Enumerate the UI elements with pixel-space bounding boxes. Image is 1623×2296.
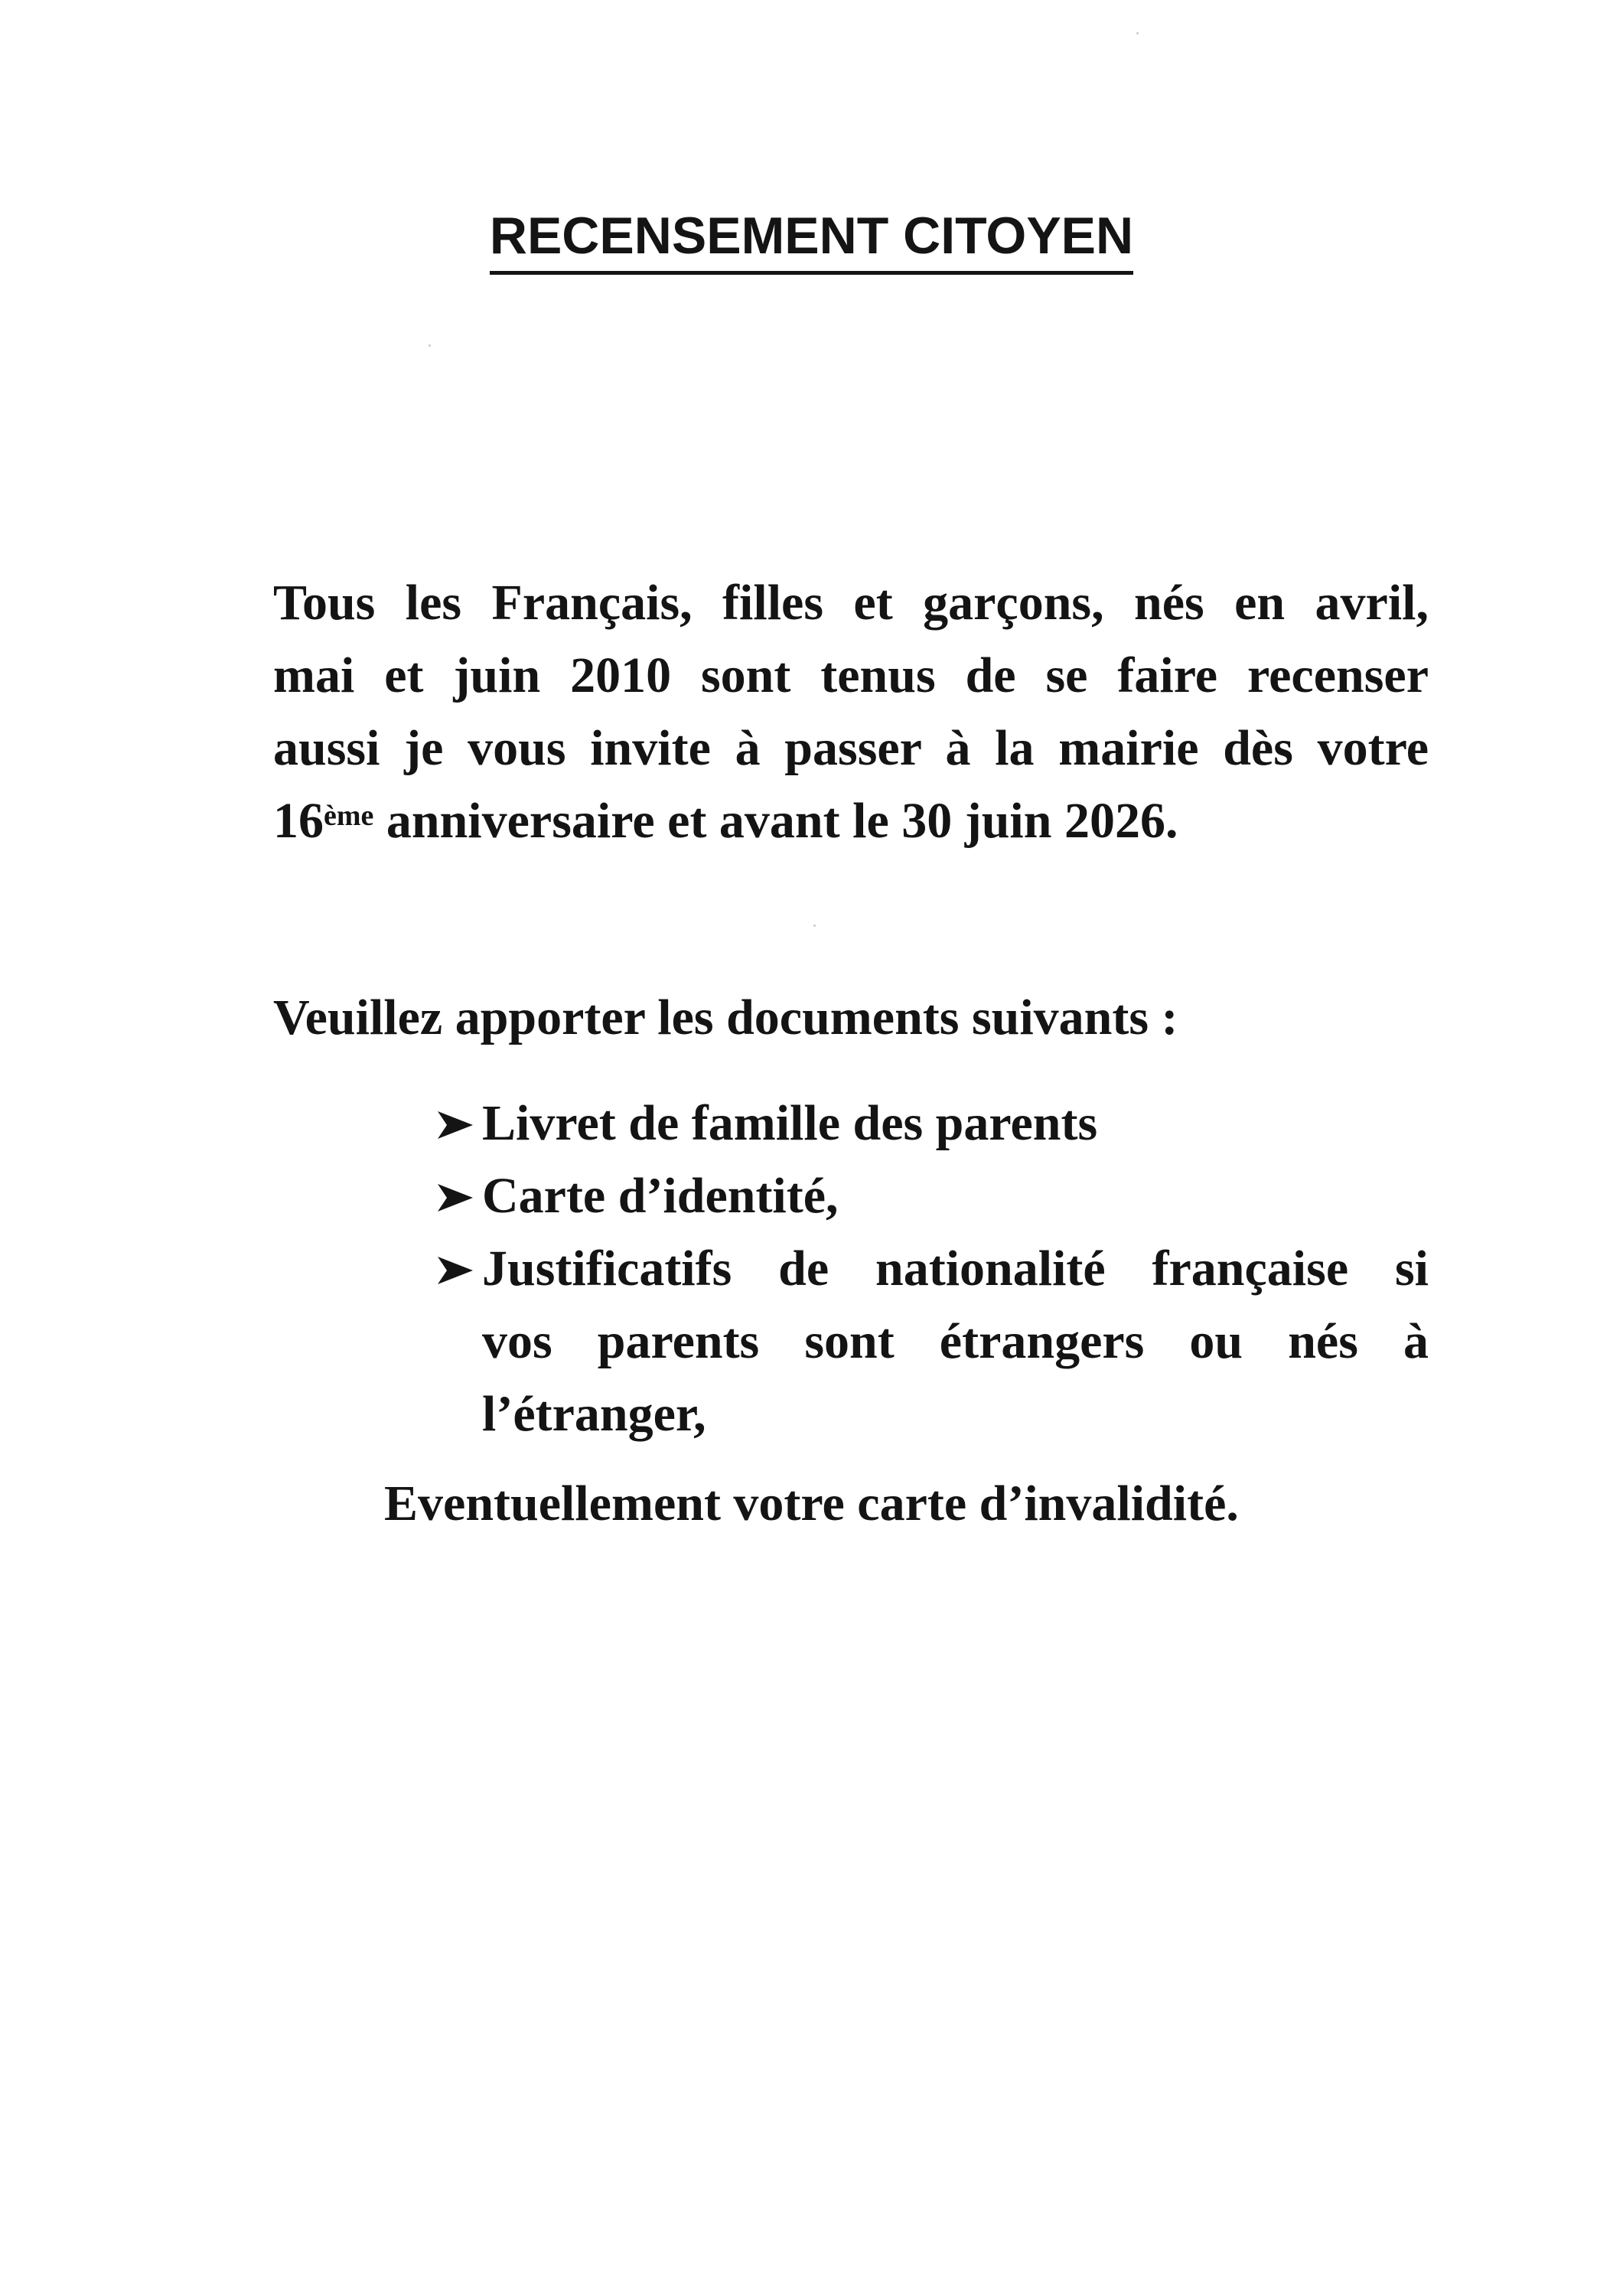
list-item xyxy=(436,1232,1429,1450)
intro-paragraph xyxy=(273,566,1429,857)
closing-note: Eventuellement votre carte d’invalidité. xyxy=(384,1476,1239,1531)
scan-speck xyxy=(1136,32,1139,34)
document-label-line-2: vos parents sont étrangers ou nés à xyxy=(482,1313,1429,1369)
list-item xyxy=(436,1087,1429,1159)
document-label-line-3: l’étranger, xyxy=(482,1386,706,1442)
arrow-bullet-icon xyxy=(436,1182,474,1213)
intro-line-4-rest: anniversaire et avant le 30 juin 2026. xyxy=(373,793,1178,849)
documents-list xyxy=(436,1087,1429,1450)
document-label: Livret de famille des parents xyxy=(482,1095,1098,1151)
ordinal-superscript: ème xyxy=(324,800,374,832)
arrow-bullet-icon xyxy=(436,1110,474,1140)
intro-line-2: mai et juin 2010 sont tenus de se faire recenser xyxy=(273,647,1429,703)
document-label: Carte d’identité, xyxy=(482,1168,839,1224)
page-title xyxy=(0,205,1623,275)
scan-speck xyxy=(813,925,816,927)
intro-line-3: aussi je vous invite à passer à la mairie dès votre xyxy=(273,720,1429,776)
scan-speck xyxy=(429,344,431,347)
page-title-text: RECENSEMENT CITOYEN xyxy=(490,205,1133,275)
intro-line-4 xyxy=(273,784,1429,857)
ordinal-number: 16 xyxy=(273,793,324,849)
document-label-line-1: Justificatifs de nationalité française si xyxy=(482,1241,1429,1296)
documents-heading: Veuillez apporter les documents suivants : xyxy=(273,990,1178,1045)
intro-line-1: Tous les Français, filles et garçons, nés en avril, xyxy=(273,575,1429,631)
list-item xyxy=(436,1159,1429,1232)
arrow-bullet-icon xyxy=(436,1255,474,1286)
